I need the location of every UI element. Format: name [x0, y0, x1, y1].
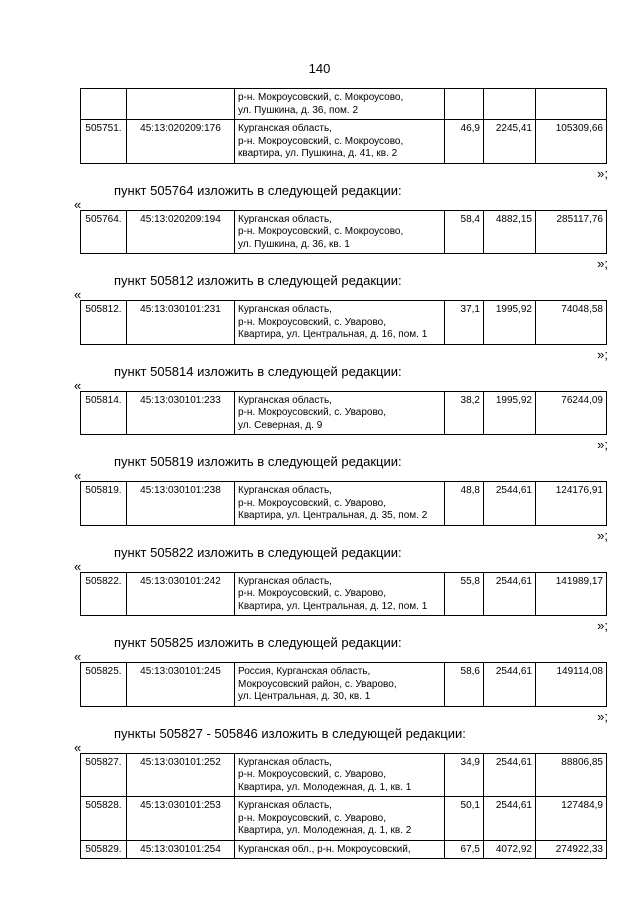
register-table — [80, 481, 607, 526]
item-number: 505827. — [81, 753, 127, 797]
area-value: 46,9 — [445, 120, 484, 164]
closing-quote: »; — [597, 437, 608, 452]
register-table — [80, 662, 607, 707]
cadastral-number: 45:13:030101:238 — [127, 482, 235, 526]
register-table — [80, 753, 607, 860]
address-line: р-н. Мокроусовский, с. Уварово, — [238, 588, 386, 599]
address-line: Курганская область, — [238, 800, 332, 811]
table-row — [81, 797, 607, 841]
cadastral-cost: 105309,66 — [536, 120, 607, 164]
opening-quote: « — [74, 558, 82, 574]
address-cell — [235, 391, 445, 435]
area-value: 58,6 — [445, 663, 484, 707]
table-row — [81, 210, 607, 254]
area-value: 55,8 — [445, 572, 484, 616]
opening-quote: « — [74, 196, 82, 212]
opening-quote: « — [74, 739, 82, 755]
area-value: 34,9 — [445, 753, 484, 797]
address-line: Квартира, ул. Центральная, д. 16, пом. 1 — [238, 329, 428, 340]
address-cell — [235, 753, 445, 797]
area-value — [445, 89, 484, 120]
table-row — [81, 663, 607, 707]
address-cell — [235, 120, 445, 164]
cadastral-cost: 274922,33 — [536, 840, 607, 859]
opening-quote: « — [74, 377, 82, 393]
address-line: Курганская область, — [238, 213, 332, 225]
table-row — [81, 89, 607, 120]
cadastral-cost — [536, 89, 607, 120]
amendment-instruction: пункт 505825 изложить в следующей редакции: — [114, 635, 402, 650]
address-line: р-н. Мокроусовский, с. Уварово, — [238, 407, 386, 418]
cadastral-cost: 74048,58 — [536, 301, 607, 345]
address-cell — [235, 663, 445, 707]
cadastral-number: 45:13:030101:252 — [127, 753, 235, 797]
area-value: 58,4 — [445, 210, 484, 254]
address-line: Квартира, ул. Молодежная, д. 1, кв. 2 — [238, 825, 412, 836]
cadastral-number: 45:13:030101:253 — [127, 797, 235, 841]
register-table — [80, 300, 607, 345]
amendment-instruction: пункт 505814 изложить в следующей редакции: — [114, 363, 402, 379]
page-number: 140 — [308, 61, 331, 76]
address-line: Россия, Курганская область, — [238, 666, 371, 677]
closing-quote: »; — [597, 708, 608, 724]
opening-quote: « — [74, 649, 82, 664]
unit-price: 1995,92 — [484, 301, 536, 345]
address-line: р-н. Мокроусовский, с. Мокроусово, — [238, 135, 404, 147]
amendment-instruction: пункт 505812 изложить в следующей редакции: — [114, 273, 402, 288]
cadastral-number: 45:13:030101:233 — [127, 391, 235, 435]
address-line: Квартира, ул. Центральная, д. 35, пом. 2 — [238, 510, 428, 521]
register-table — [80, 572, 607, 617]
opening-quote: « — [74, 287, 82, 302]
address-cell — [235, 210, 445, 254]
register-table — [80, 88, 607, 164]
cadastral-number: 45:13:020209:176 — [127, 120, 235, 164]
cadastral-cost: 88806,85 — [536, 753, 607, 797]
address-line: Курганская область, — [238, 575, 332, 587]
address-line: Курганская область, — [238, 756, 332, 768]
cadastral-number: 45:13:030101:245 — [127, 663, 235, 707]
address-line: ул. Северная, д. 9 — [238, 419, 323, 431]
closing-quote: »; — [597, 256, 608, 271]
document-body — [74, 88, 608, 859]
cadastral-cost: 76244,09 — [536, 391, 607, 435]
address-line: р-н. Мокроусовский, с. Мокроусово, — [238, 92, 404, 103]
address-cell — [235, 840, 445, 859]
item-number: 505825. — [81, 663, 127, 707]
address-line: ул. Центральная, д. 30, кв. 1 — [238, 691, 371, 702]
amendment-instruction: пункт 505764 изложить в следующей редакции: — [114, 182, 402, 198]
address-line: Курганская область, — [238, 485, 332, 496]
unit-price: 1995,92 — [484, 391, 536, 435]
area-value: 48,8 — [445, 482, 484, 526]
amendment-instruction: пункт 505819 изложить в следующей редакции: — [114, 454, 402, 469]
closing-quote: »; — [597, 165, 608, 181]
unit-price: 2544,61 — [484, 482, 536, 526]
unit-price: 4882,15 — [484, 210, 536, 254]
address-line: Квартира, ул. Центральная, д. 12, пом. 1 — [238, 600, 428, 612]
cadastral-cost: 149114,08 — [536, 663, 607, 707]
address-line: Курганская область, — [238, 123, 332, 134]
address-cell — [235, 797, 445, 841]
item-number: 505822. — [81, 572, 127, 616]
area-value: 38,2 — [445, 391, 484, 435]
address-line: р-н. Мокроусовский, с. Уварово, — [238, 497, 386, 509]
address-line: р-н. Мокроусовский, с. Уварово, — [238, 812, 386, 824]
area-value: 50,1 — [445, 797, 484, 841]
item-number: 505828. — [81, 797, 127, 841]
cadastral-cost: 285117,76 — [536, 210, 607, 254]
unit-price: 2544,61 — [484, 797, 536, 841]
address-line: Курганская обл., р-н. Мокроусовский, — [238, 843, 411, 855]
address-line: р-н. Мокроусовский, с. Уварово, — [238, 769, 386, 780]
address-line: Курганская область, — [238, 394, 332, 406]
closing-quote: »; — [597, 527, 608, 543]
item-number: 505764. — [81, 210, 127, 254]
cadastral-cost: 141989,17 — [536, 572, 607, 616]
table-row — [81, 301, 607, 345]
cadastral-cost: 124176,91 — [536, 482, 607, 526]
unit-price: 4072,92 — [484, 840, 536, 859]
address-line: р-н. Мокроусовский, с. Мокроусово, — [238, 226, 404, 237]
item-number: 505829. — [81, 840, 127, 859]
closing-quote: »; — [597, 618, 608, 633]
area-value: 37,1 — [445, 301, 484, 345]
closing-quote: »; — [597, 346, 608, 362]
item-number: 505814. — [81, 391, 127, 435]
cadastral-number: 45:13:030101:242 — [127, 572, 235, 616]
address-line: Мокроусовский район, с. Уварово, — [238, 678, 397, 690]
item-number: 505819. — [81, 482, 127, 526]
address-line: квартира, ул. Пушкина, д. 41, кв. 2 — [238, 148, 398, 159]
cadastral-number — [127, 89, 235, 120]
address-cell — [235, 482, 445, 526]
address-line: Квартира, ул. Молодежная, д. 1, кв. 1 — [238, 781, 412, 793]
unit-price: 2544,61 — [484, 753, 536, 797]
amendment-instruction: пункты 505827 - 505846 изложить в следующей редакции: — [114, 725, 466, 741]
unit-price: 2544,61 — [484, 572, 536, 616]
address-line: ул. Пушкина, д. 36, кв. 1 — [238, 238, 350, 250]
unit-price: 2544,61 — [484, 663, 536, 707]
cadastral-number: 45:13:020209:194 — [127, 210, 235, 254]
table-row — [81, 482, 607, 526]
cadastral-number: 45:13:030101:254 — [127, 840, 235, 859]
table-row — [81, 120, 607, 164]
register-table — [80, 210, 607, 255]
address-line: ул. Пушкина, д. 36, пом. 2 — [238, 104, 359, 116]
table-row — [81, 391, 607, 435]
address-cell — [235, 572, 445, 616]
cadastral-cost: 127484,9 — [536, 797, 607, 841]
opening-quote: « — [74, 468, 82, 483]
address-line: Курганская область, — [238, 304, 332, 315]
unit-price — [484, 89, 536, 120]
area-value: 67,5 — [445, 840, 484, 859]
item-number — [81, 89, 127, 120]
item-number: 505751. — [81, 120, 127, 164]
address-cell — [235, 301, 445, 345]
register-table — [80, 391, 607, 436]
address-line: р-н. Мокроусовский, с. Уварово, — [238, 316, 386, 328]
table-row — [81, 753, 607, 797]
unit-price: 2245,41 — [484, 120, 536, 164]
amendment-instruction: пункт 505822 изложить в следующей редакции: — [114, 544, 402, 560]
address-cell — [235, 89, 445, 120]
item-number: 505812. — [81, 301, 127, 345]
cadastral-number: 45:13:030101:231 — [127, 301, 235, 345]
table-row — [81, 840, 607, 859]
table-row — [81, 572, 607, 616]
